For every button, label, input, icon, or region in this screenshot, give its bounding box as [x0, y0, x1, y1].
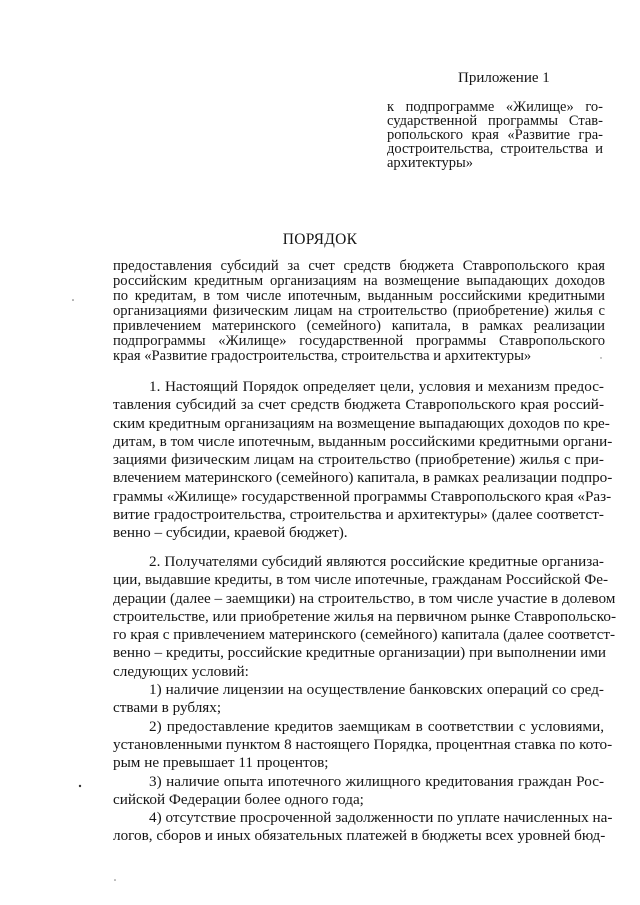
condition-line: 4) отсутствие просроченной задолженности по уплате начисленных на- [149, 809, 613, 827]
document-title: ПОРЯДОК [282, 231, 358, 248]
appendix-line: архитектуры» [387, 155, 473, 171]
condition-line: установленными пунктом 8 настоящего Порядка, процентная ставка по кото- [113, 735, 613, 753]
subtitle-line: российским кредитным организациям на возмещение выпадающих доходов [113, 273, 605, 289]
appendix-line: сударственной программы Став- [387, 113, 603, 129]
appendix-title: Приложение 1 [458, 70, 550, 86]
paragraph-line: 1. Настоящий Порядок определяет цели, условия и механизм предос- [149, 378, 604, 395]
document-subtitle [113, 259, 605, 364]
condition-line: ствами в рублях; [113, 699, 222, 717]
subtitle-line: организациями физическим лицам на строительство (приобретение) жилья с [113, 303, 605, 319]
appendix-line: к подпрограмме «Жилище» го- [387, 99, 603, 115]
paragraph-line: венно – субсидии, краевой бюджет). [113, 524, 348, 542]
subtitle-line: привлечением материнского (семейного) капитала, в рамках реализации [113, 318, 605, 334]
paragraph-line: витие градостроительства, строительства и архитектуры» (далее соответст- [113, 506, 604, 524]
paragraph-line: граммы «Жилище» государственной программы Ставропольского края «Раз- [113, 487, 612, 505]
condition-line: сийской Федерации более одного года; [113, 790, 364, 808]
condition-2 [113, 717, 613, 773]
condition-line: 3) наличие опыта ипотечного жилищного кредитования граждан Рос- [149, 772, 604, 790]
paragraph-2 [113, 553, 617, 846]
paragraph-line: тавления субсидий за счет средств бюджета Ставропольского края россий- [113, 396, 604, 414]
condition-line: 2) предоставление кредитов заемщикам в соответствии с условиями, [149, 717, 604, 735]
appendix-line: ропольского края «Развитие гра- [387, 127, 603, 143]
appendix-line: достроительства, строительства и [387, 141, 603, 157]
paragraph-line: 2. Получателями субсидий являются российские кредитные организа- [149, 553, 604, 570]
paragraph-line: го края с привлечением материнского (семейного) капитала (далее соответст- [113, 626, 616, 644]
condition-line: логов, сборов и иных обязательных платежей в бюджеты всех уровней бюд- [113, 827, 606, 845]
appendix-reference [387, 100, 603, 170]
paragraph-1 [113, 378, 613, 543]
subtitle-line: предоставления субсидий за счет средств бюджета Ставропольского края [113, 258, 605, 274]
subtitle-line: края «Развитие градостроительства, строительства и архитектуры» [113, 348, 532, 364]
subtitle-line: по кредитам, в том числе ипотечным, выданным российскими кредитными [113, 288, 605, 304]
paragraph-line: следующих условий: [113, 662, 249, 680]
condition-line: 1) наличие лицензии на осуществление банковских операций со сред- [149, 681, 604, 699]
paragraph-line: ским кредитным организациям на возмещение выпадающих доходов по кре- [113, 414, 610, 432]
paragraph-line: ции, выдавшие кредиты, в том числе ипотечные, гражданам Российской Фе- [113, 571, 609, 589]
condition-1 [113, 681, 604, 718]
paragraph-line: зациями физическим лицам на строительство (приобретение) жилья с при- [113, 451, 604, 469]
condition-4 [113, 809, 613, 846]
subtitle-line: подпрограммы «Жилище» государственной программы Ставропольского [113, 333, 605, 349]
condition-line: рым не превышает 11 процентов; [113, 754, 329, 772]
paragraph-line: дерации (далее – заемщики) на строительство, в том числе участие в долевом [113, 589, 616, 607]
paragraph-line: влечением материнского (семейного) капитала, в рамках реализации подпро- [113, 469, 613, 487]
condition-3 [113, 773, 604, 810]
paragraph-line: венно – кредиты, российские кредитные организации) при выполнении ими [113, 644, 607, 662]
paragraph-line: строительстве, или приобретение жилья на первичном рынке Ставропольско- [113, 607, 617, 625]
paragraph-line: дитам, в том числе ипотечным, выданным российскими кредитными органи- [113, 432, 613, 450]
